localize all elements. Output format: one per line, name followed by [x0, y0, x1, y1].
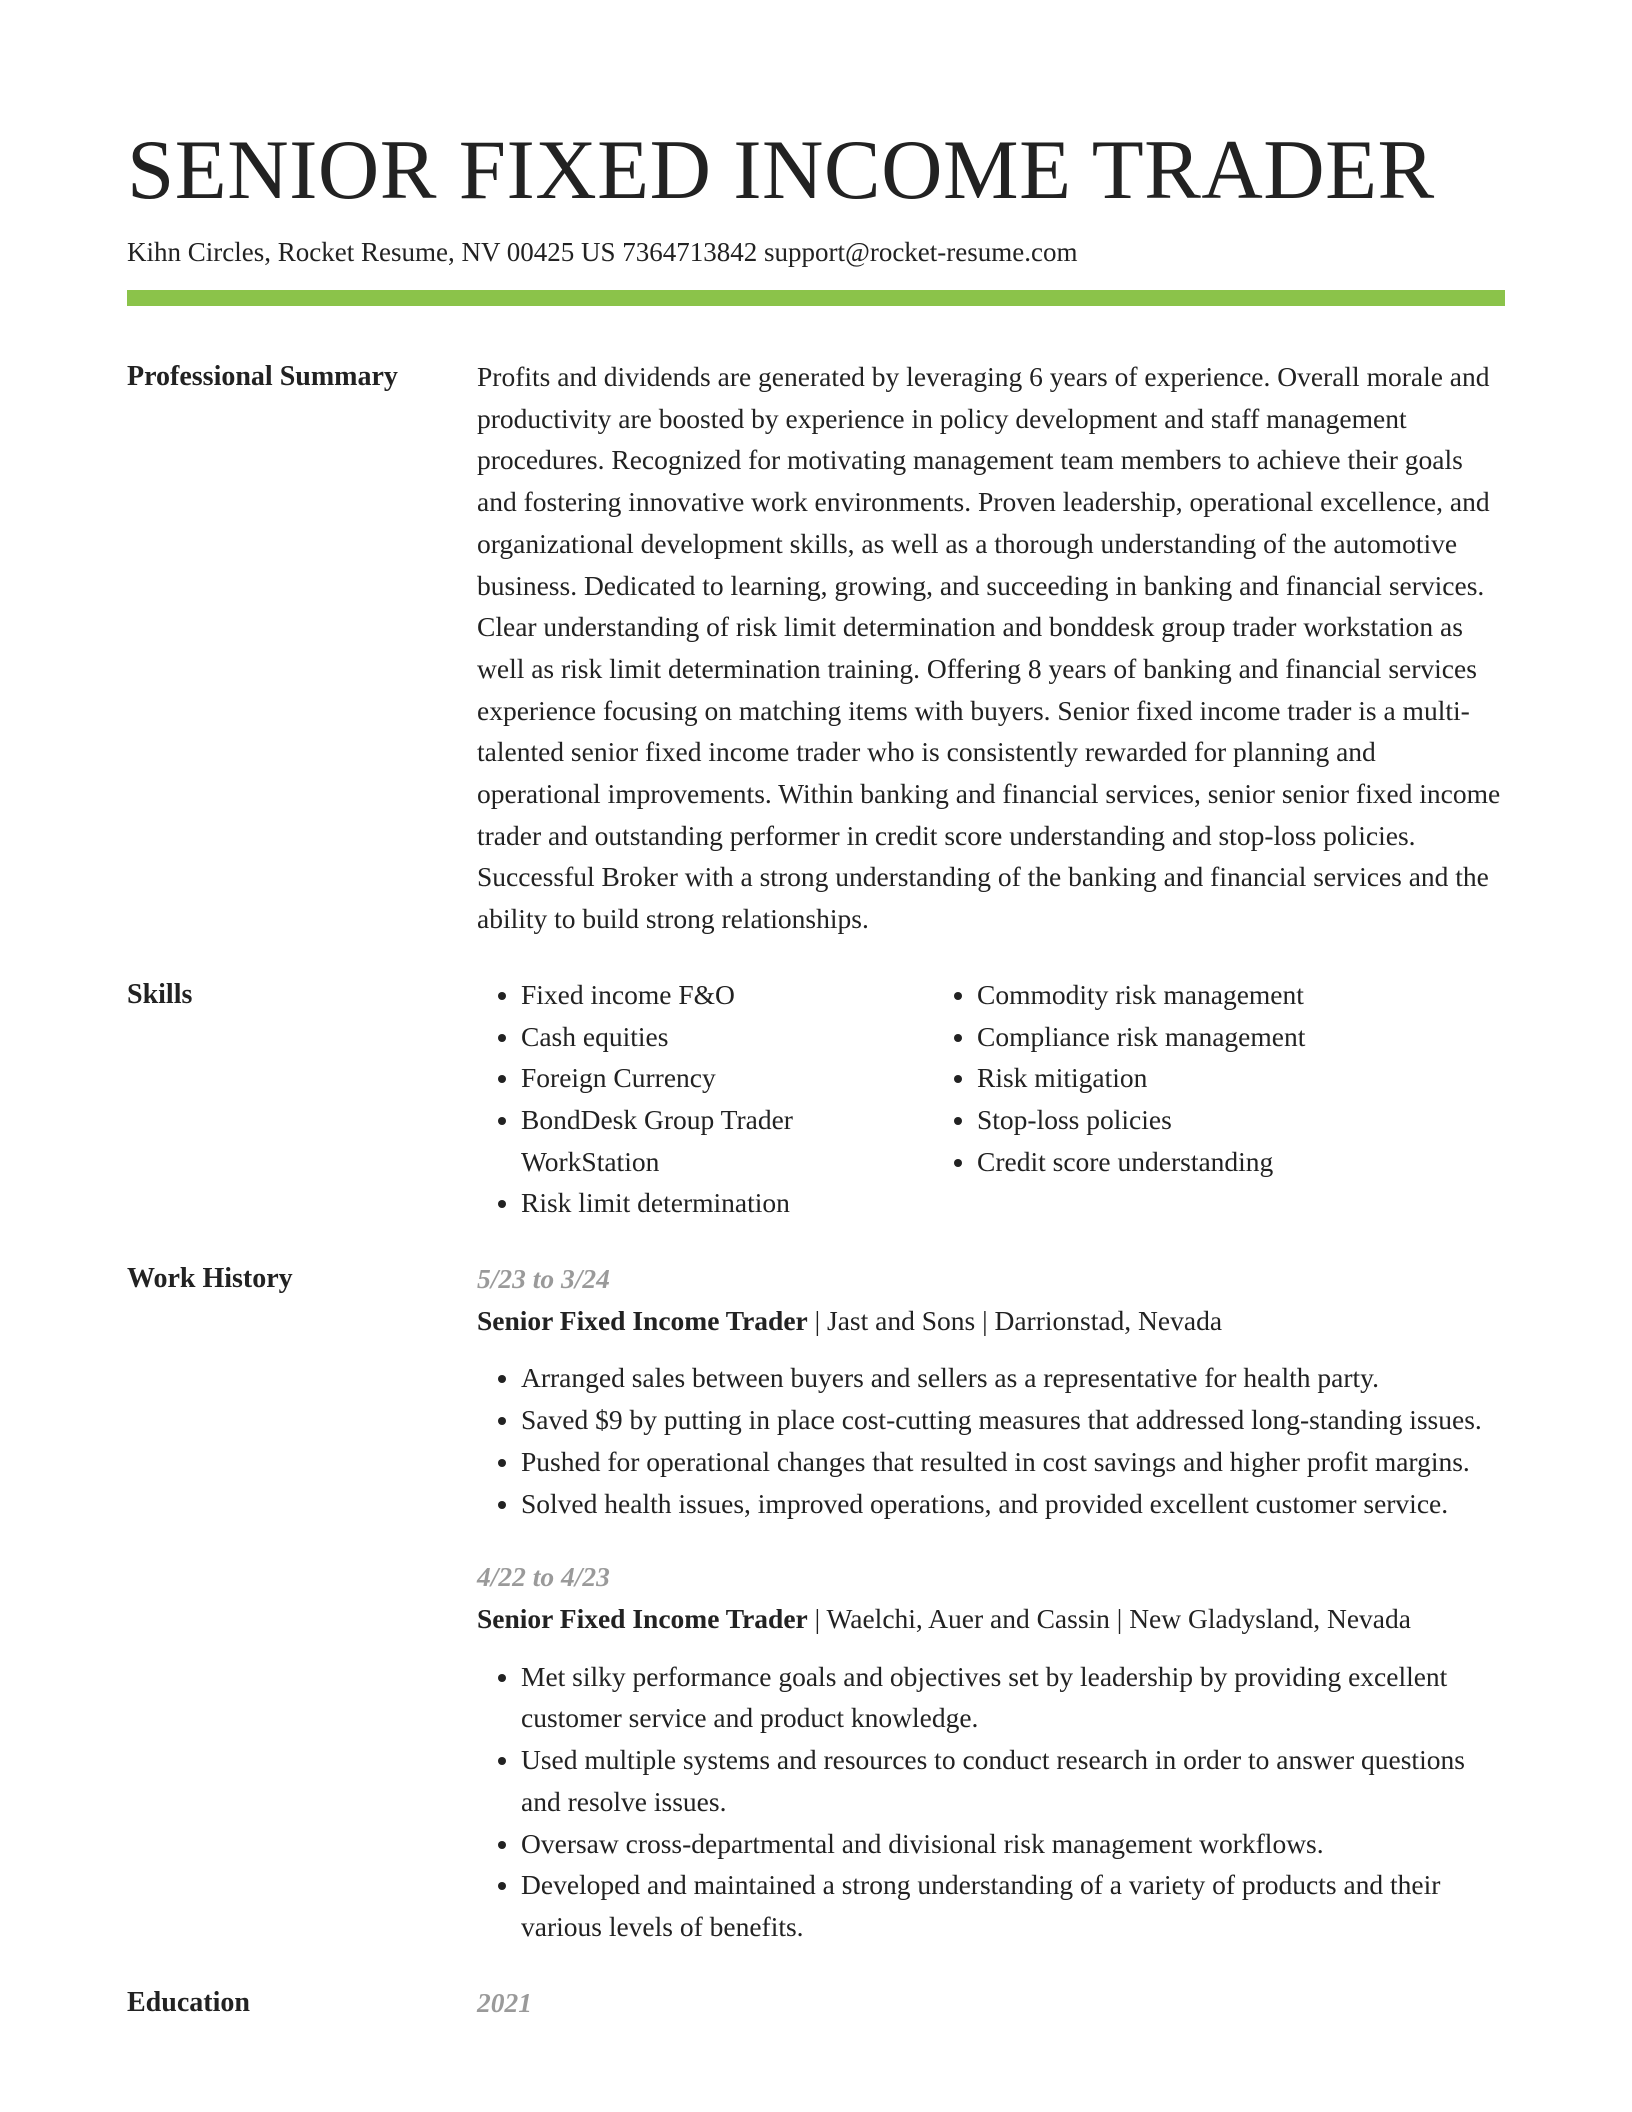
- skills-label: Skills: [127, 978, 193, 1010]
- job-dates: 5/23 to 3/24: [477, 1263, 610, 1295]
- job-company: | Jast and Sons: [808, 1305, 975, 1336]
- education-section: [127, 1982, 1505, 2024]
- skill-item: • Credit score understanding: [977, 1141, 1505, 1183]
- resume-name-heading: SENIOR FIXED INCOME TRADER: [127, 123, 1435, 217]
- skill-item: • Risk mitigation: [977, 1057, 1505, 1099]
- education-label: Education: [127, 1986, 250, 2018]
- skills-list-left: [477, 974, 933, 1224]
- skill-item: • Risk limit determination: [521, 1182, 933, 1224]
- job-bullet: • Developed and maintained a strong understanding of a variety of products and their various levels of benefits.: [521, 1864, 1505, 1947]
- contact-line: [127, 234, 1505, 270]
- job-title-line: [477, 1300, 1505, 1342]
- job-bullets: [477, 1357, 1505, 1524]
- job-bullet: • Pushed for operational changes that resulted in cost savings and higher profit margins.: [521, 1441, 1505, 1483]
- skills-list-right: [933, 974, 1505, 1224]
- skill-item: • Foreign Currency: [521, 1057, 933, 1099]
- contact-phone: 7364713842: [622, 237, 758, 267]
- accent-divider: [127, 290, 1505, 306]
- job-company: | Waelchi, Auer and Cassin: [808, 1603, 1110, 1634]
- job-dates: 4/22 to 4/23: [477, 1561, 610, 1593]
- job-bullets: [477, 1656, 1505, 1948]
- education-year: 2021: [477, 1986, 532, 2018]
- skills-grid: [477, 974, 1505, 1224]
- job-bullet: • Met silky performance goals and objectives set by leadership by providing excellent customer service and product knowledge.: [521, 1656, 1505, 1739]
- job-bullet: • Oversaw cross-departmental and divisional risk management workflows.: [521, 1823, 1505, 1865]
- summary-section: [127, 356, 1505, 940]
- job-title: Senior Fixed Income Trader: [477, 1602, 808, 1634]
- job-bullet: • Arranged sales between buyers and sellers as a representative for health party.: [521, 1357, 1505, 1399]
- work-history-section: [127, 1258, 1505, 1948]
- job-location: | Darrionstad, Nevada: [975, 1305, 1222, 1336]
- job-entry: [477, 1258, 1505, 1524]
- skill-item: • Cash equities: [521, 1016, 933, 1058]
- job-bullet: • Saved $9 by putting in place cost-cutting measures that addressed long-standing issues.: [521, 1399, 1505, 1441]
- skill-item: • Compliance risk management: [977, 1016, 1505, 1058]
- skill-item: • Stop-loss policies: [977, 1099, 1505, 1141]
- job-bullet: • Solved health issues, improved operations, and provided excellent customer service.: [521, 1483, 1505, 1525]
- skill-item: • Fixed income F&O: [521, 974, 933, 1016]
- skills-section: [127, 974, 1505, 1224]
- summary-label: Professional Summary: [127, 361, 398, 392]
- summary-text: Profits and dividends are generated by leveraging 6 years of experience. Overall morale and productivity are boosted by experience in policy development and staff management procedures. Recognized for motivating management team members to achieve their goals and fostering innovative work environments. Proven leadership, operational excellence, and organizational development skills, as well as a thorough understanding of the automotive business. Dedicated to learning, growing, and succeeding in banking and financial services. Clear understanding of risk limit determination and bonddesk group trader workstation as well as risk limit determination training. Offering 8 years of banking and financial services experience focusing on matching items with buyers. Senior fixed income trader is a multi-talented senior fixed income trader who is consistently rewarded for planning and operational improvements. Within banking and financial services, senior senior fixed income trader and outstanding performer in credit score understanding and stop-loss policies. Successful Broker with a strong understanding of the banking and financial services and the ability to build strong relationships.: [477, 361, 1501, 935]
- contact-email: support@rocket-resume.com: [763, 237, 1078, 267]
- skill-item: • Commodity risk management: [977, 974, 1505, 1016]
- work-history-label: Work History: [127, 1263, 293, 1295]
- job-title: Senior Fixed Income Trader: [477, 1304, 808, 1336]
- job-title-line: [477, 1598, 1505, 1640]
- job-location: | New Gladysland, Nevada: [1110, 1603, 1411, 1634]
- job-entry: [477, 1556, 1505, 1947]
- job-bullet: • Used multiple systems and resources to conduct research in order to answer questions and resolve issues.: [521, 1739, 1505, 1822]
- contact-address: Kihn Circles, Rocket Resume, NV 00425 US: [127, 237, 616, 267]
- skill-item: • BondDesk Group Trader WorkStation: [521, 1099, 933, 1182]
